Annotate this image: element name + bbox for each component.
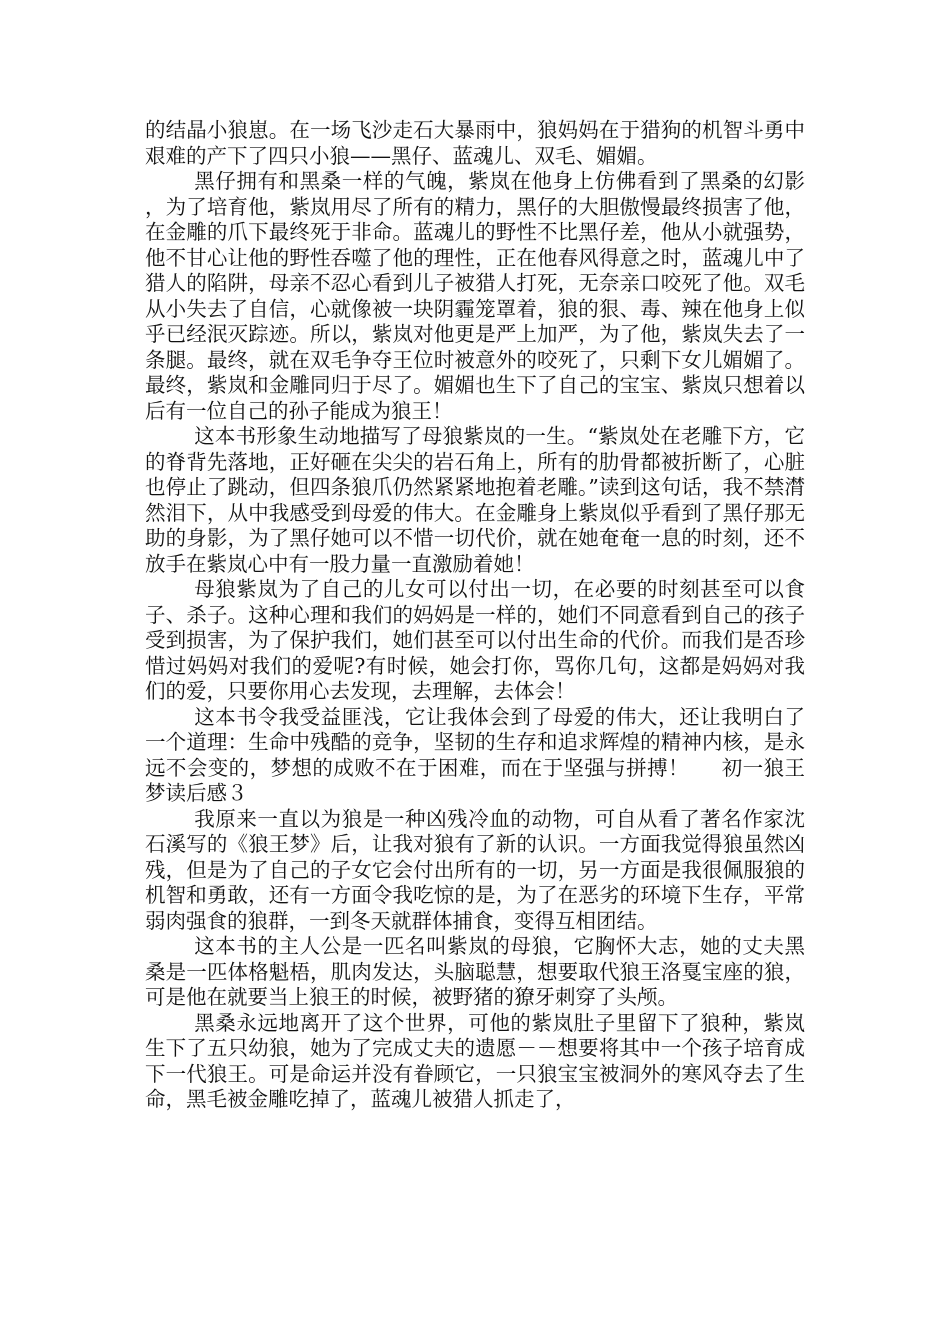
section-heading: 初一狼王梦读后感３ — [145, 755, 806, 805]
paragraph-3: 这本书形象生动地描写了母狼紫岚的一生。“紫岚处在老雕下方，它的脊背先落地，正好砸在尖尖的岩石角上，所有的肋骨都被折断了，心脏也停止了跳动，但四条狼爪仍然紧紧地抱着老雕。”读到这句话，我不禁潸然泪下，从中我感受到母爱的伟大。在金雕身上紫岚似乎看到了黑仔那无助的身影，为了黑仔她可以不惜一切代价，就在她奄奄一息的时刻，还不放手在紫岚心中有一股力量一直激励着她！ — [145, 424, 805, 576]
paragraph-8: 黑桑永远地离开了这个世界，可他的紫岚肚子里留下了狼种，紫岚生下了五只幼狼，她为了完成丈夫的遗愿－－想要将其中一个孩子培育成下一代狼王。可是命运并没有眷顾它，一只狼宝宝被洞外的寒风夺去了生命，黑毛被金雕吃掉了，蓝魂儿被猎人抓走了， — [145, 1010, 805, 1111]
paragraph-7: 这本书的主人公是一匹名叫紫岚的母狼，它胸怀大志，她的丈夫黑桑是一匹体格魁梧，肌肉发达，头脑聪慧，想要取代狼王洛戛宝座的狼，可是他在就要当上狼王的时候，被野猪的獠牙刺穿了头颅。 — [145, 934, 805, 1009]
paragraph-4: 母狼紫岚为了自己的儿女可以付出一切，在必要的时刻甚至可以食子、杀子。这种心理和我们的妈妈是一样的，她们不同意看到自己的孩子受到损害，为了保护我们，她们甚至可以付出生命的代价。而我们是否珍惜过妈妈对我们的爱呢?有时候，她会打你，骂你几句，这都是妈妈对我们的爱，只要你用心去发现，去理解，去体会！ — [145, 577, 805, 703]
paragraph-1: 的结晶小狼崽。在一场飞沙走石大暴雨中，狼妈妈在于猎狗的机智斗勇中艰难的产下了四只小狼——黑仔、蓝魂儿、双毛、媚媚。 — [145, 118, 805, 168]
document-page — [145, 118, 805, 1113]
paragraph-5-text: 这本书令我受益匪浅，它让我体会到了母爱的伟大，还让我明白了一个道理：生命中残酷的竞争，坚韧的生存和追求辉煌的精神内核，是永远不会变的，梦想的成败不在于困难，而在于坚强与拼搏！ — [145, 704, 805, 780]
paragraph-6: 我原来一直以为狼是一种凶残冷血的动物，可自从看了著名作家沈石溪写的《狼王梦》后，让我对狼有了新的认识。一方面我觉得狼虽然凶残，但是为了自己的子女它会付出所有的一切，另一方面是我很佩服狼的机智和勇敢，还有一方面令我吃惊的是，为了在恶劣的环境下生存，平常弱肉强食的狼群，一到冬天就群体捕食，变得互相团结。 — [145, 806, 805, 933]
paragraph-5 — [145, 705, 805, 807]
paragraph-2: 黑仔拥有和黑桑一样的气魄，紫岚在他身上仿佛看到了黑桑的幻影，为了培育他，紫岚用尽了所有的精力，黑仔的大胆傲慢最终损害了他，在金雕的爪下最终死于非命。蓝魂儿的野性不比黑仔差，他从小就强势，他不甘心让他的野性吞噬了他的理性，正在他春风得意之时，蓝魂儿中了猎人的陷阱，母亲不忍心看到儿子被猎人打死，无奈亲口咬死了他。双毛从小失去了自信，心就像被一块阴霾笼罩着，狼的狠、毒、辣在他身上似乎已经泯灭踪迹。所以，紫岚对他更是严上加严，为了他，紫岚失去了一条腿。最终，就在双毛争夺王位时被意外的咬死了，只剩下女儿媚媚了。最终，紫岚和金雕同归于尽了。媚媚也生下了自己的宝宝、紫岚只想着以后有一位自己的孙子能成为狼王！ — [145, 169, 805, 423]
